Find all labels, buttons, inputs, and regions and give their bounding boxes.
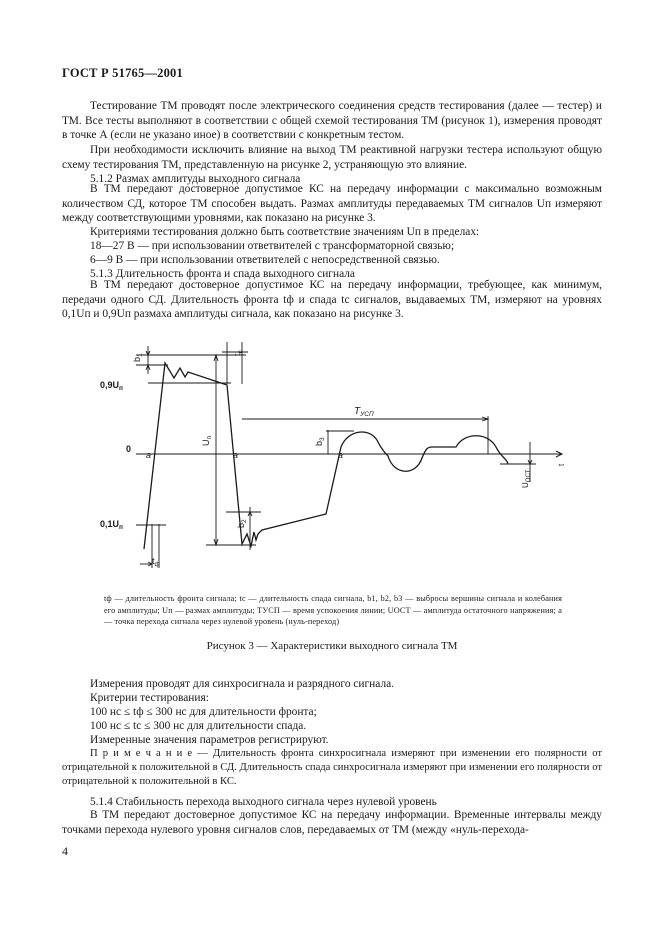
paragraph-reactive-load: При необходимости исключить влияние на выход ТМ реактивной нагрузки тестера используют общую схему тестирования ТМ, представленную на рисунке 2, устраняющую это влияние. [62, 144, 602, 171]
level-09-label: $0,9U_п$ [100, 380, 123, 392]
note-paragraph: П р и м е ч а н и е — Длительность фронта синхросигнала измеряют при изменении его полярности от отрицательной к положительной в СД. Длительность спада синхросигнала измеряют при изменении его полярности от отрицательной к положительной в КС. [62, 748, 602, 787]
tc-label: $t_c$ [232, 350, 244, 356]
paragraph-criteria: Критерии тестирования: [90, 692, 209, 704]
oscillation-tail [341, 432, 508, 471]
range-direct: 6—9 В — при использовании ответвителей с непосредственной связью. [90, 254, 440, 266]
document-header: ГОСТ Р 51765—2001 [62, 66, 183, 80]
section-heading-5-1-4: 5.1.4 Стабильность перехода выходного сигнала через нулевой уровень [90, 796, 437, 808]
page-number: 4 [62, 844, 68, 858]
b2-label: $b_2$ [236, 519, 248, 528]
time-axis-label: t [557, 463, 566, 466]
b1-label: $b_1$ [132, 353, 144, 362]
paragraph-measurements: Измерения проводят для синхросигнала и разрядного сигнала. [90, 678, 395, 690]
paragraph-zero-crossing: В ТМ передают достоверное допустимое КС на передачу информации. Временные интервалы между точками перехода нулевого уровня сигналов слов, передаваемых от ТМ (между «нуль-перехода- [62, 809, 602, 836]
un-label: $U_п$ [201, 435, 213, 446]
range-transformer: 18—27 В — при использовании ответвителей с трансформаторной связью; [90, 240, 455, 252]
level-01-label: $0,1U_п$ [100, 519, 123, 531]
paragraph-register: Измеренные значения параметров регистрируют. [90, 734, 329, 746]
paragraph-criteria-intro: Критериями тестирования должно быть соответствие значениям Uп в пределах: [90, 226, 480, 238]
criterion-fall: 100 нс ≤ tс ≤ 300 нс для длительности спада. [90, 720, 307, 732]
figure-caption: Рисунок 3 — Характеристики выходного сигнала ТМ [206, 640, 458, 652]
paragraph-amplitude: В ТМ передают достоверное допустимое КС на передачу информации с максимально возможным количеством СД, которое ТМ способен выдать. Размах амплитуды передаваемых ТМ сигналов Uп измеряют между соответствующими уровнями, как показано на рисунке 3. [62, 183, 602, 225]
b3-label: $b_3$ [314, 437, 326, 446]
tf-label: $t_ф$ [152, 556, 160, 568]
tusp-label: $T_{УСП}$ [354, 406, 374, 418]
zero-crossing-a2: a [233, 450, 239, 460]
uost-label: $U_{ОСТ}$ [521, 469, 532, 488]
level-0-label: 0 [126, 444, 132, 454]
figure-legend: tф — длительность фронта сигнала; tс — длительность спада сигнала, b1, b2, b3 — выбросы вершины сигнала и колебания его амплитуды; Uп — размах амплитуды; TУСП — время успокоения линии; UОСТ — амплитуда остаточного напряжения; a — точка перехода сигнала через нулевой уровень (нуль-переход) [104, 594, 562, 627]
paragraph-testing-intro: Тестирование ТМ проводят после электрического соединения средств тестирования (далее — тестер) и ТМ. Все тесты выполняют в соответствии с общей схемой тестирования ТМ (рисунок 1), измерения проводят в точке А (если не указано иное) в соответствии с конкретным тестом. [62, 100, 602, 142]
section-heading-5-1-2: 5.1.2 Размах амплитуды выходного сигнала [90, 173, 301, 185]
zero-crossing-a3: a [338, 450, 344, 460]
criterion-rise: 100 нс ≤ tф ≤ 300 нс для длительности фронта; [90, 706, 317, 718]
zero-crossing-a1: a [146, 450, 152, 460]
paragraph-rise-fall: В ТМ передают достоверное допустимое КС на передачу информации, требующее, как минимум, передачи одного СД. Длительность фронта tф и спада tс сигналов, выдаваемых ТМ, измеряют на уровнях 0,1Uп и 0,9Uп размаха амплитуды сигнала, как показано на рисунке 3. [62, 279, 602, 321]
section-heading-5-1-3: 5.1.3 Длительность фронта и спада выходного сигнала [90, 268, 355, 280]
signal-diagram [96, 334, 576, 574]
